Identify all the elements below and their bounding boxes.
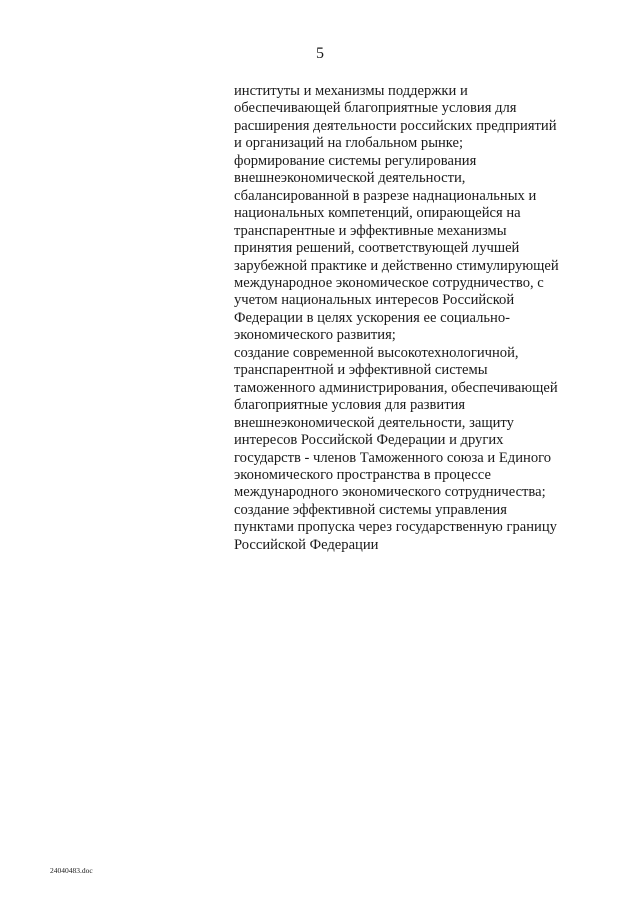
text-line: транспарентные и эффективные механизмы (234, 222, 507, 239)
text-line: обеспечивающей благоприятные условия для (234, 100, 517, 117)
text-line: расширения деятельности российских предприятий (234, 117, 557, 134)
text-line: пунктами пропуска через государственную границу (234, 519, 557, 536)
text-line: создание современной высокотехнологичной, (234, 344, 519, 361)
text-line: национальных компетенций, опирающейся на (234, 205, 521, 222)
text-line: транспарентной и эффективной системы (234, 362, 488, 379)
text-line: внешнеэкономической деятельности, (234, 170, 466, 187)
page-number: 5 (316, 45, 324, 62)
text-line: Российской Федерации (234, 536, 379, 553)
text-line: международное экономическое сотрудничество, с (234, 274, 544, 291)
file-reference: 24040483.doc (50, 866, 93, 875)
text-line: экономического развития; (234, 327, 396, 344)
text-line: интересов Российской Федерации и других (234, 432, 504, 449)
text-line: внешнеэкономической деятельности, защиту (234, 414, 514, 431)
text-line: благоприятные условия для развития (234, 397, 466, 414)
text-line: учетом национальных интересов Российской (234, 292, 515, 309)
text-line: таможенного администрирования, обеспечивающей (234, 379, 558, 396)
text-line: создание эффективной системы управления (234, 501, 507, 518)
text-line: институты и механизмы поддержки и (234, 83, 468, 99)
text-line: и организаций на глобальном рынке; (234, 135, 464, 152)
text-line: формирование системы регулирования (234, 152, 477, 169)
text-line: сбалансированной в разрезе наднациональных и (234, 187, 537, 204)
text-line: Федерации в целях ускорения ее социально- (234, 309, 511, 326)
text-line: государств - членов Таможенного союза и Единого (234, 449, 552, 466)
text-line: международного экономического сотрудничества; (234, 484, 546, 501)
text-line: экономического пространства в процессе (234, 466, 491, 483)
text-line: зарубежной практике и действенно стимулирующей (234, 257, 559, 274)
body-text (234, 83, 584, 554)
text-line: принятия решений, соответствующей лучшей (234, 240, 520, 257)
